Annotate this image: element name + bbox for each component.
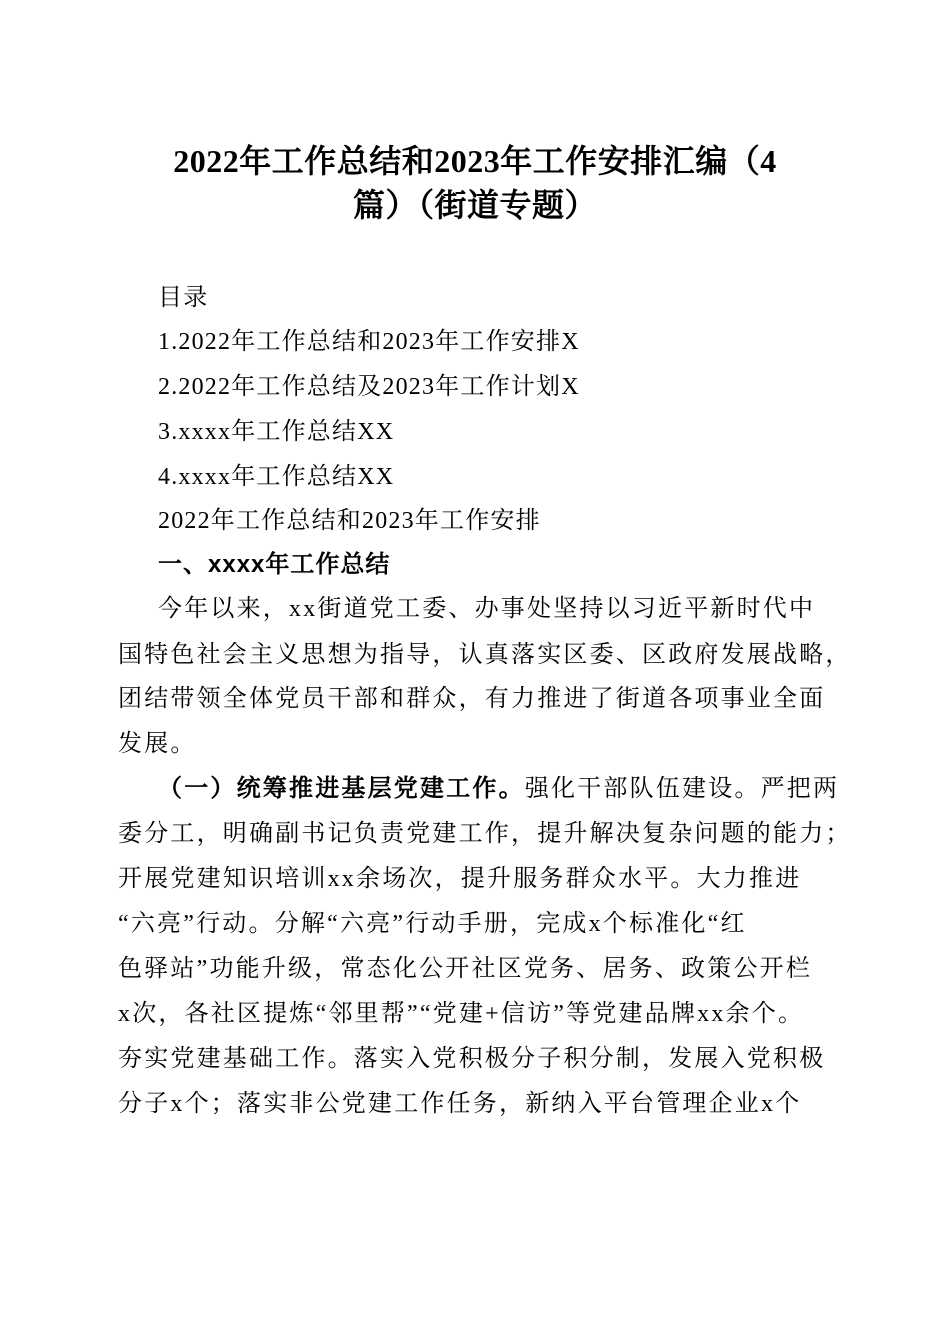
paragraph-2-line-7: 夯实党建基础工作。落实入党积极分子积分制，发展入党积极	[118, 1046, 826, 1072]
paragraph-2-line-8: 分子x个；落实非公党建工作任务，新纳入平台管理企业x个	[118, 1091, 802, 1117]
paragraph-2-line-3: 开展党建知识培训xx余场次，提升服务群众水平。大力推进	[118, 866, 802, 892]
toc-item-2: 2.2022年工作总结及2023年工作计划X	[158, 374, 580, 400]
paragraph-2-subheading: （一）统筹推进基层党建工作。	[158, 776, 525, 802]
paragraph-2-line-4: “六亮”行动。分解“六亮”行动手册，完成x个标准化“红	[118, 911, 747, 937]
toc-item-4: 4.xxxx年工作总结XX	[158, 464, 395, 490]
document-title-line-2: 篇）（街道专题）	[352, 187, 597, 223]
section-heading: 一、xxxx年工作总结	[158, 551, 391, 578]
paragraph-1-line-2: 国特色社会主义思想为指导，认真落实区委、区政府发展战略，	[118, 642, 852, 668]
paragraph-1-line-4: 发展。	[118, 731, 197, 757]
paragraph-1-line-1: 今年以来，xx街道党工委、办事处坚持以习近平新时代中	[158, 596, 816, 622]
paragraph-2-first-line-text: 强化干部队伍建设。严把两	[524, 776, 840, 802]
toc-item-1: 1.2022年工作总结和2023年工作安排X	[158, 329, 580, 355]
paragraph-1-line-3: 团结带领全体党员干部和群众，有力推进了街道各项事业全面	[118, 686, 826, 712]
paragraph-2-line-2: 委分工，明确副书记负责党建工作，提升解决复杂问题的能力；	[118, 821, 852, 847]
paragraph-2-line-1	[158, 774, 839, 804]
paragraph-2-line-5: 色驿站”功能升级，常态化公开社区党务、居务、政策公开栏	[118, 956, 813, 982]
toc-label: 目录	[158, 285, 209, 311]
article-title: 2022年工作总结和2023年工作安排	[158, 508, 541, 534]
paragraph-2-line-6: x次，各社区提炼“邻里帮”“党建+信访”等党建品牌xx余个。	[118, 1001, 805, 1027]
toc-item-3: 3.xxxx年工作总结XX	[158, 419, 395, 445]
document-title-line-1: 2022年工作总结和2023年工作安排汇编（4	[173, 143, 777, 179]
